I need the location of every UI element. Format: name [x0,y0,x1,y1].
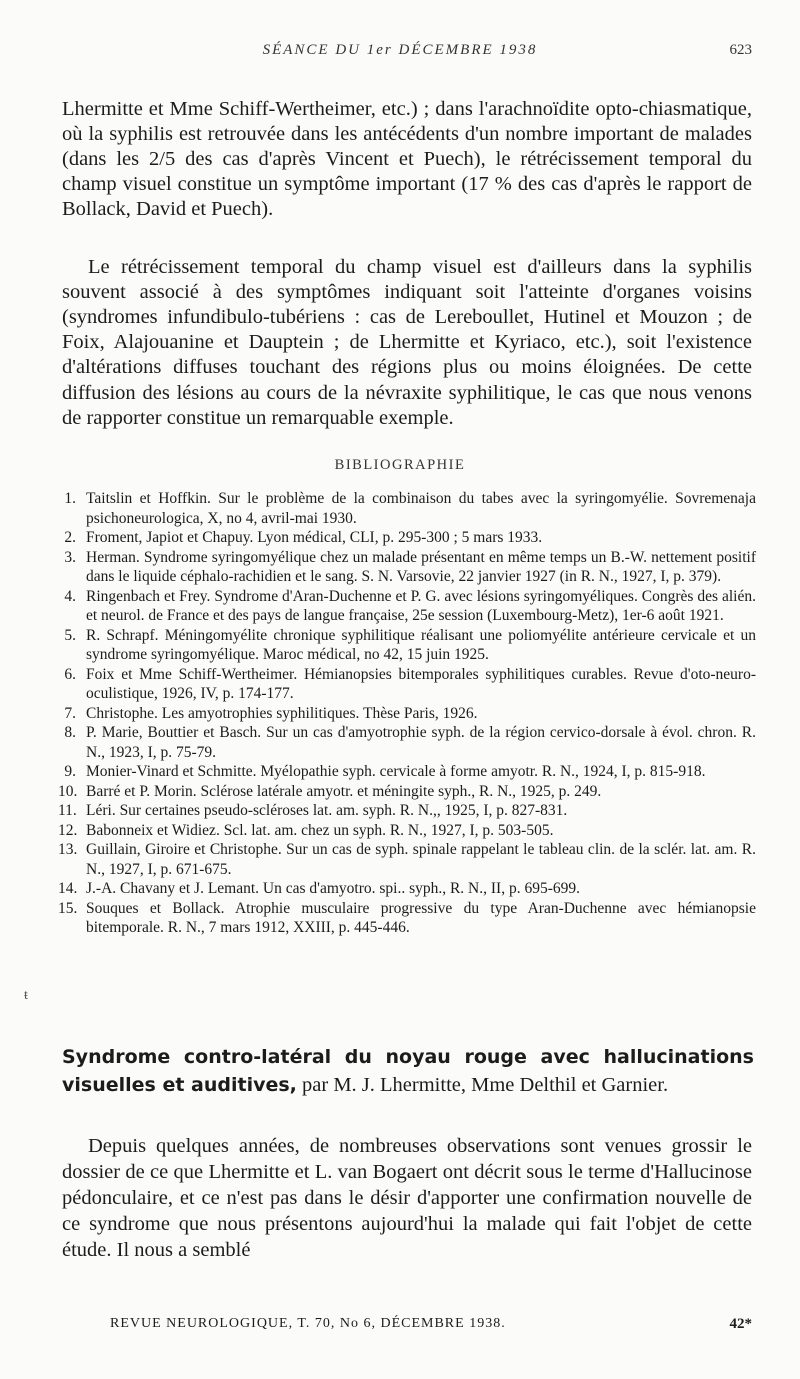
bibliography-entry-number: 3. [64,548,76,566]
bibliography-entry [62,723,756,762]
bibliography-entry [58,821,756,841]
bibliography-heading: BIBLIOGRAPHIE [334,457,466,473]
section-title [62,1043,754,1099]
bibliography-entry-text: R. Schrapf. Méningomyélite chronique syphilitique réalisant une poliomyélite antérieure cervicale et un syndrome syringomyélique. Maroc médical, no 42, 15 juin 1925. [86,626,756,663]
bibliography-entry-text: Léri. Sur certaines pseudo-scléroses lat. am. syph. R. N.,, 1925, I, p. 827-831. [86,802,568,819]
bibliography-entry-number: 5. [64,626,76,644]
signature-mark: 42* [729,1316,752,1332]
bibliography-entry-number: 1. [64,490,76,507]
bibliography-entry-text: Foix et Mme Schiff-Wertheimer. Hémianopsies bitemporales syphilitiques curables. Revue d'oto-neuro-oculistique, 1926, IV, p. 174-177. [86,665,756,702]
bibliography-entry-text: Christophe. Les amyotrophies syphilitiques. Thèse Paris, 1926. [86,704,478,722]
bibliography-entry-text: Monier-Vinard et Schmitte. Myélopathie syph. cervicale à forme amyotr. R. N., 1924, I, p. 815-918. [86,763,706,780]
bibliography-entry [62,587,756,626]
bibliography-entry-number: 11. [58,802,77,819]
bibliography-entry [62,626,756,665]
bibliography-entry [62,489,756,528]
journal-citation: REVUE NEUROLOGIQUE, T. 70, No 6, DÉCEMBRE 1938. [110,1316,506,1331]
bibliography-entry-text: Barré et P. Morin. Sclérose latérale amyotr. et méningite syph., R. N., 1925, p. 249. [86,782,602,800]
bibliography-entry-text: Herman. Syndrome syringomyélique chez un malade présentant en même temps un B.-W. nettement positif dans le liquide céphalo-rachidien et le sang. S. N. Varsovie, 22 janvier 1927 (in R. N., 1927, I, p. 379). [86,548,756,585]
bibliography-entry-text: J.-A. Chavany et J. Lemant. Un cas d'amyotro. spi.. syph., R. N., II, p. 695-699. [86,880,580,897]
bibliography-entry-number: 9. [64,763,76,780]
paragraph-temporal-restriction: Le rétrécissement temporal du champ visuel est d'ailleurs dans la syphilis souvent associé à des symptômes indiquant soit l'atteinte d'organes voisins (syndromes infundibulo-tubériens : cas de Lereboullet, Hutinel et Mouzon ; de Foix, Alajouanine et Dauptein ; de Lhermitte et Kyriaco, etc.), soit l'existence d'altérations diffuses touchant des régions plus ou moins éloignées. De cette diffusion des lésions au cours de la névraxite syphilitique, le cas que nous venons de rapporter constitue un remarquable exemple. [62,255,752,429]
bibliography-entry-number: 2. [64,529,76,546]
bibliography-entry [62,762,756,782]
section-title-text: Syndrome contro-latéral du noyau rouge avec hallucinations visuelles et auditives, [62,1046,754,1096]
page-footer [110,1316,752,1336]
bibliography-list [58,489,756,938]
page-number: 623 [729,42,752,58]
bibliography-entry-number: 4. [64,587,76,605]
bibliography-entry-number: 12. [58,821,78,839]
bibliography-entry-number: 8. [64,724,76,741]
running-title: SÉANCE DU 1er DÉCEMBRE 1938 [262,42,538,58]
bibliography-entry-number: 6. [64,665,76,683]
bibliography-entry [58,782,756,802]
section-authors: par M. J. Lhermitte, Mme Delthil et Garnier. [302,1074,669,1096]
bibliography-entry-text: Souques et Bollack. Atrophie musculaire progressive du type Aran-Duchenne avec hémianopsie bitemporale. R. N., 7 mars 1912, XXIII, p. 445-446. [86,899,756,936]
bibliography-entry-number: 13. [58,841,78,858]
bibliography-entry-number: 10. [58,782,78,800]
paragraph-continuation: Lhermitte et Mme Schiff-Wertheimer, etc.) ; dans l'arachnoïdite opto-chiasmatique, où la syphilis est retrouvée dans les antécédents d'un nombre important de malades (dans les 2/5 des cas d'après Vincent et Puech), le rétrécissement temporal du champ visuel constitue un symptôme important (17 % des cas d'après le rapport de Bollack, David et Puech). [62,97,752,221]
bibliography-entry-text: Babonneix et Widiez. Scl. lat. am. chez un syph. R. N., 1927, I, p. 503-505. [86,821,554,839]
margin-mark: ŧ [24,988,28,1003]
bibliography-entry-text: Taitslin et Hoffkin. Sur le problème de la combinaison du tabes avec la syringomyélie. Sovremenaja psichoneurologica, X, no 4, avril-mai 1930. [86,490,756,527]
bibliography-entry [58,801,756,821]
bibliography-entry-text: Froment, Japiot et Chapuy. Lyon médical, CLI, p. 295-300 ; 5 mars 1933. [86,529,543,546]
bibliography-entry-text: P. Marie, Bouttier et Basch. Sur un cas d'amyotrophie syph. de la région cervico-dorsale à évol. chron. R. N., 1923, I, p. 75-79. [86,724,756,761]
bibliography-entry-number: 7. [64,704,76,722]
bibliography-entry [62,548,756,587]
bibliography-entry [58,840,756,879]
paragraph-introduction: Depuis quelques années, de nombreuses observations sont venues grossir le dossier de ce que Lhermitte et L. van Bogaert ont décrit sous le terme d'Hallucinose pédonculaire, et ce n'est pas dans le désir d'apporter une confirmation nouvelle de ce syndrome que nous présentons aujourd'hui la malade qui fait l'objet de cette étude. Il nous a semblé [62,1134,752,1262]
bibliography-entry-number: 15. [58,899,78,917]
bibliography-entry [62,665,756,704]
bibliography-entry-text: Guillain, Giroire et Christophe. Sur un cas de syph. spinale rappelant le tableau clin. de la sclér. lat. am. R. N., 1927, I, p. 671-675. [86,841,756,878]
running-head [0,42,800,66]
bibliography-entry-number: 14. [58,880,78,897]
bibliography-entry [58,879,756,899]
bibliography-entry-text: Ringenbach et Frey. Syndrome d'Aran-Duchenne et P. G. avec lésions syringomyéliques. Congrès des alién. et neurol. de France et des pays de langue française, 25e session (Luxembourg-Metz), 1er-6 août 1921. [86,587,756,624]
bibliography-entry [62,528,756,548]
bibliography-entry [62,704,756,724]
bibliography-entry [58,899,756,938]
